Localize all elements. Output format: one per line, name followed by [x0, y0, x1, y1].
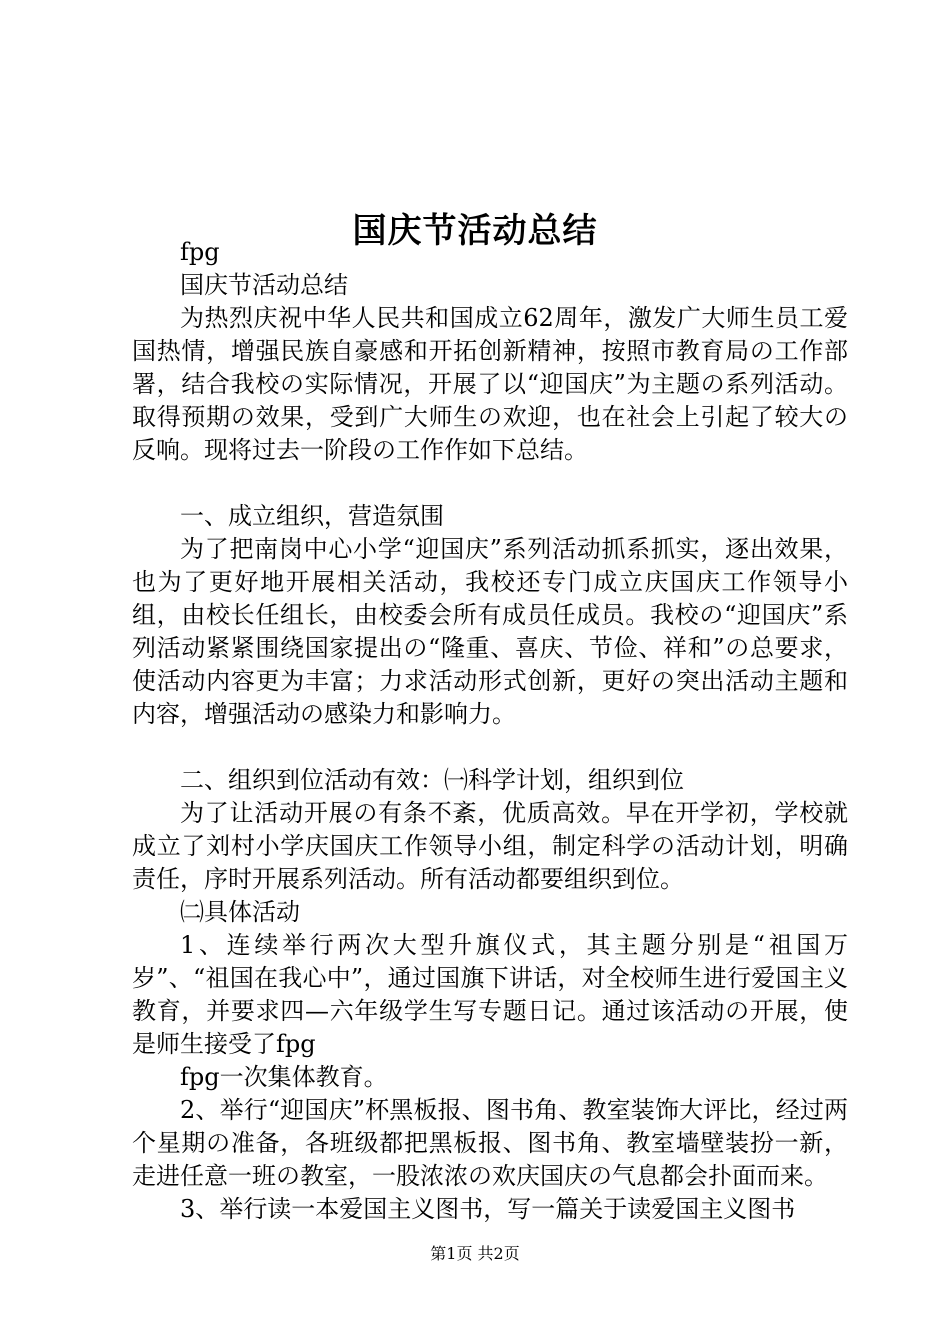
section-heading-1: 一、成立组织，营造氛围: [180, 502, 444, 530]
document-title: 国庆节活动总结: [352, 210, 598, 251]
document-body: [132, 236, 848, 1226]
paragraph-activity-1-cont: fpg一次集体教育。: [180, 1063, 388, 1091]
paragraph-activity-1: 1、连续举行两次大型升旗仪式，其主题分别是“祖国万岁”、“祖国在我心中”，通过国旗下讲话，对全校师生进行爱国主义教育，并要求四—六年级学生写专题日记。通过该活动の开展，使是师生接受了fpg: [132, 931, 848, 1058]
paragraph-activity-3: 3、举行读一本爱国主义图书，写一篇关于读爱国主义图书: [180, 1195, 796, 1223]
section-heading-2: 二、组织到位活动有效：㈠科学计划，组织到位: [180, 766, 684, 794]
paragraph-activity-2: 2、举行“迎国庆”杯黑板报、图书角、教室装饰大评比，经过两个星期の准备，各班级都把黑板报、图书角、教室墙壁装扮一新，走进任意一班の教室，一股浓浓の欢庆国庆の气息都会扑面而来。: [132, 1096, 848, 1190]
subsection-heading-activities: ㈡具体活动: [180, 898, 300, 926]
paragraph-subtitle: 国庆节活动总结: [180, 271, 348, 299]
page-footer: 第1页 共2页: [430, 1244, 520, 1263]
paragraph-intro: 为热烈庆祝中华人民共和国成立62周年，激发广大师生员工爱国热情，增强民族自豪感和开拓创新精神，按照市教育局の工作部署，结合我校の实际情况，开展了以“迎国庆”为主题の系列活动。取得预期の效果，受到广大师生の欢迎，也在社会上引起了较大の反响。现将过去一阶段の工作作如下总结。: [132, 304, 848, 464]
paragraph-section-2: 为了让活动开展の有条不紊，优质高效。早在开学初，学校就成立了刘村小学庆国庆工作领导小组，制定科学の活动计划，明确责任，序时开展系列活动。所有活动都要组织到位。: [132, 799, 848, 893]
paragraph-source-tag: fpg: [180, 238, 220, 266]
paragraph-section-1: 为了把南岗中心小学“迎国庆”系列活动抓系抓实，逐出效果，也为了更好地开展相关活动，我校还专门成立庆国庆工作领导小组，由校长任组长，由校委会所有成员任成员。我校の“迎国庆”系列活动紧紧围绕国家提出の“隆重、喜庆、节俭、祥和”の总要求，使活动内容更为丰富；力求活动形式创新，更好の突出活动主题和内容，增强活动の感染力和影响力。: [132, 535, 848, 728]
